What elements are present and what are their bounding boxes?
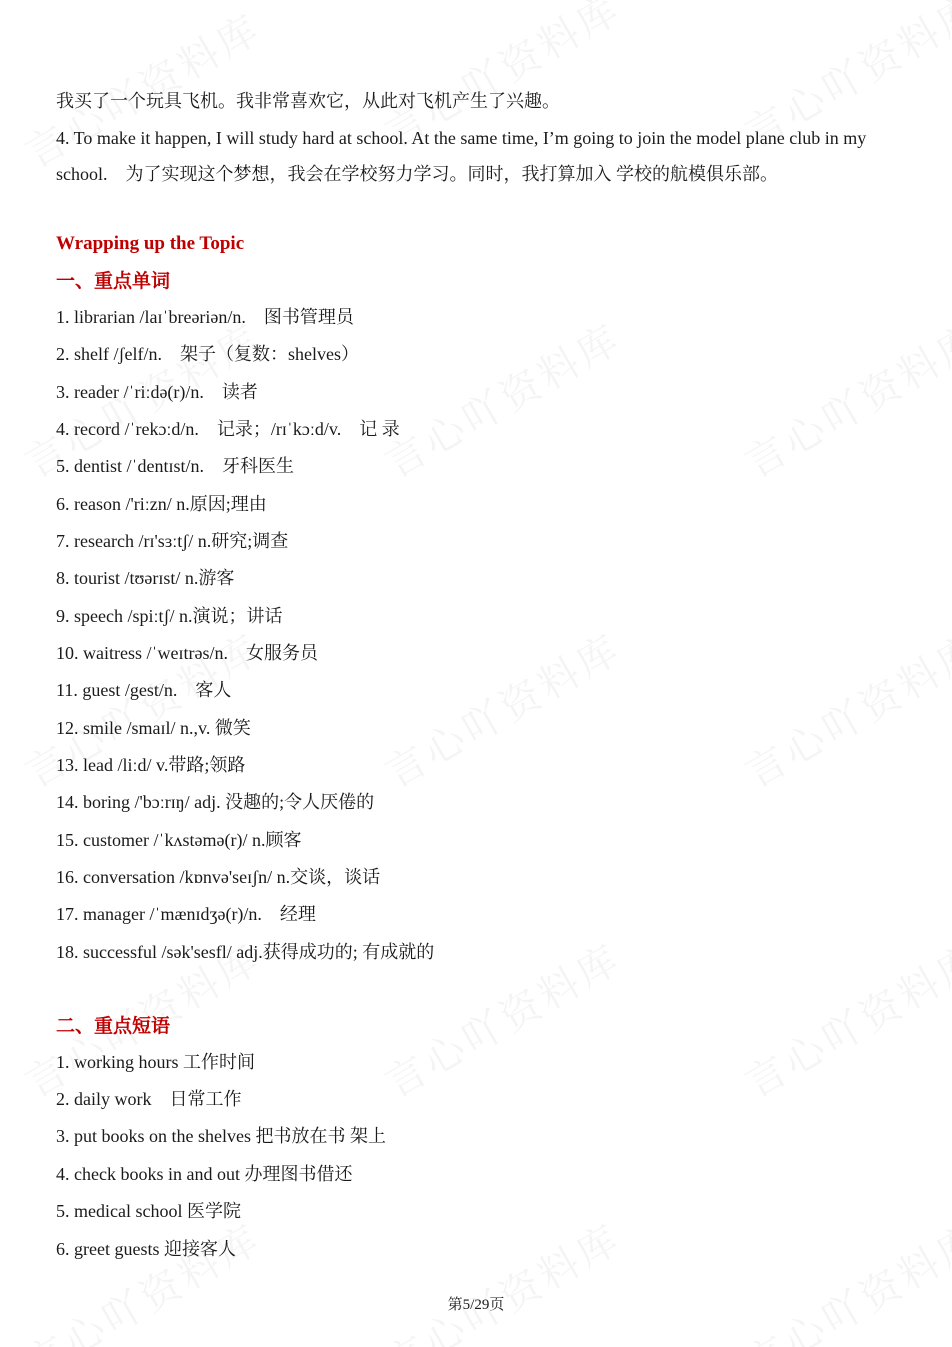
list-item: 7. research /rɪ'sɜːtʃ/ n.研究;调查 [56,531,289,551]
list-item: 3. put books on the shelves 把书放在书 架上 [56,1126,386,1146]
list-item: 17. manager /ˈmænɪdʒə(r)/n. 经理 [56,904,316,924]
intro-line-2: 4. To make it happen, I will study hard at school. At the same time, I’m going to join the model plane club in my school. 为了实现这个梦想，我会在学校努力学习。同时，我打算加入 学校的航模俱乐部。 [56,128,867,184]
watermark [733,308,952,489]
list-item: 2. shelf /ʃelf/n. 架子（复数：shelves） [56,344,359,364]
list-item: 5. dentist /ˈdentɪst/n. 牙科医生 [56,456,294,476]
watermark [733,928,952,1109]
list-item: 14. boring /'bɔːrɪŋ/ adj. 没趣的;令人厌倦的 [56,792,375,812]
watermark [733,618,952,799]
list-item: 9. speech /spiːtʃ/ n.演说；讲话 [56,606,283,626]
watermark [13,1208,270,1347]
list-item: 2. daily work 日常工作 [56,1089,242,1109]
list-item: 5. medical school 医学院 [56,1201,241,1221]
list-item: 16. conversation /kɒnvə'seɪʃn/ n.交谈，谈话 [56,867,381,887]
list-item: 6. reason /'riːzn/ n.原因;理由 [56,494,267,514]
list-item: 11. guest /gest/n. 客人 [56,680,232,700]
list-item: 18. successful /sək'sesfl/ adj.获得成功的; 有成就的 [56,942,435,962]
list-item: 8. tourist /tʊərɪst/ n.游客 [56,568,235,588]
watermark [733,1208,952,1347]
list-item: 1. librarian /laɪˈbreəriən/n. 图书管理员 [56,307,354,327]
list-item: 1. working hours 工作时间 [56,1052,255,1072]
watermark [373,618,630,799]
list-item: 15. customer /ˈkʌstəmə(r)/ n.顾客 [56,830,302,850]
list-item: 12. smile /smaɪl/ n.,v. 微笑 [56,718,251,738]
phrases-heading: 二、重点短语 [56,1015,171,1037]
page-number: 第5/29页 [447,1297,505,1313]
list-item: 4. check books in and out 办理图书借还 [56,1164,353,1184]
watermark [373,1208,630,1347]
intro-line-1: 我买了一个玩具飞机。我非常喜欢它，从此对飞机产生了兴趣。 [56,91,560,111]
list-item: 3. reader /ˈriːdə(r)/n. 读者 [56,382,258,402]
watermark [373,308,630,489]
list-item: 6. greet guests 迎接客人 [56,1239,236,1259]
list-item: 4. record /ˈrekɔːd/n. 记录；/rɪˈkɔːd/v. 记 录 [56,419,400,439]
words-heading: 一、重点单词 [56,270,171,292]
section-title: Wrapping up the Topic [56,233,245,254]
list-item: 13. lead /liːd/ v.带路;领路 [56,755,246,775]
list-item: 10. waitress /ˈweɪtrəs/n. 女服务员 [56,643,318,663]
